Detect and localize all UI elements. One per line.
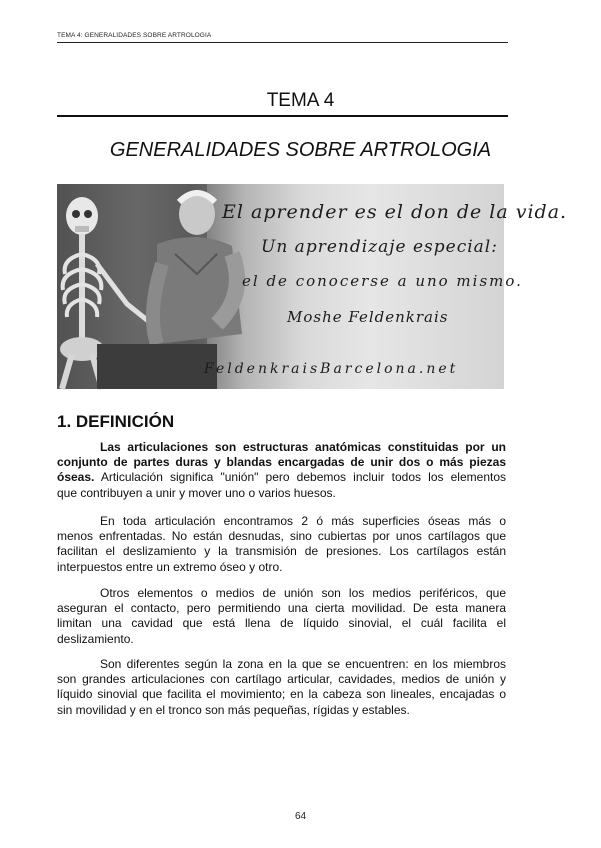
banner-quote-author: Moshe Feldenkrais xyxy=(287,308,449,326)
banner-quote-line: Un aprendizaje especial: xyxy=(261,237,498,257)
paragraph-line: que contribuyen a unir y mover uno o varios huesos. xyxy=(57,485,336,500)
banner-quote-line: El aprender es el don de la vida. xyxy=(222,201,568,223)
paragraph-line: deslizamiento. xyxy=(57,631,134,646)
paragraph-line: En toda articulación encontramos 2 ó más superficies óseas más o xyxy=(100,514,506,528)
paragraph-line: facilitan el deslizamiento y la transmisión de presiones. Los cartílagos están xyxy=(57,544,506,559)
feldenkrais-banner-image xyxy=(57,184,568,389)
banner-website: FeldenkraisBarcelona.net xyxy=(204,361,459,377)
chapter-title: TEMA 4 xyxy=(266,90,335,111)
running-header: TEMA 4: GENERALIDADES SOBRE ARTROLOGIA xyxy=(57,32,212,39)
paragraph-superficies xyxy=(57,514,506,575)
paragraph-line: aseguran el contacto, pero permitiendo una cierta movilidad. De esta manera xyxy=(57,601,506,616)
paragraph-tipos xyxy=(57,657,506,718)
paragraph-line: sin movilidad y en el tronco son más pequeñas, rígidas y estables. xyxy=(57,702,410,717)
paragraph-line: Son diferentes según la zona en la que se encuentren: en los miembros xyxy=(100,657,506,671)
header-rule xyxy=(57,42,508,43)
paragraph-line: Otros elementos o medios de unión son los medios periféricos, que xyxy=(100,586,506,600)
paragraph-definition xyxy=(57,440,506,501)
section-heading: 1. DEFINICIÓN xyxy=(57,412,175,431)
paragraph-medios-union xyxy=(57,586,506,647)
chapter-subtitle: GENERALIDADES SOBRE ARTROLOGIA xyxy=(109,139,492,161)
paragraph-line: limitan una cavidad que está llena de líquido sinovial, el cuál facilita el xyxy=(57,616,506,631)
title-rule xyxy=(57,115,508,117)
paragraph-line: Las articulaciones son estructuras anatómicas constituidas por un xyxy=(100,440,506,454)
paragraph-line: líquido sinovial que facilita el movimiento; en la cabeza son lineales, encajadas o xyxy=(57,687,506,702)
page-number: 64 xyxy=(294,811,307,822)
paragraph-line: son grandes articulaciones con cartílago articular, cavidades, medios de unión y xyxy=(57,672,506,687)
paragraph-line xyxy=(57,470,506,485)
paragraph-line: conjunto de partes duras y blandas encargadas de unir dos o más piezas xyxy=(57,455,506,470)
paragraph-line: menos enfrentadas. No están desnudas, sino cubiertas por unos cartílagos que xyxy=(57,529,506,544)
paragraph-bold-run: óseas. xyxy=(57,470,95,485)
paragraph-line: interpuestos entre un extremo óseo y otro. xyxy=(57,559,283,574)
banner-quote-line: el de conocerse a uno mismo. xyxy=(242,272,523,290)
paragraph-run: Articulación significa "unión" pero debemos incluir todos los elementos xyxy=(94,470,506,485)
